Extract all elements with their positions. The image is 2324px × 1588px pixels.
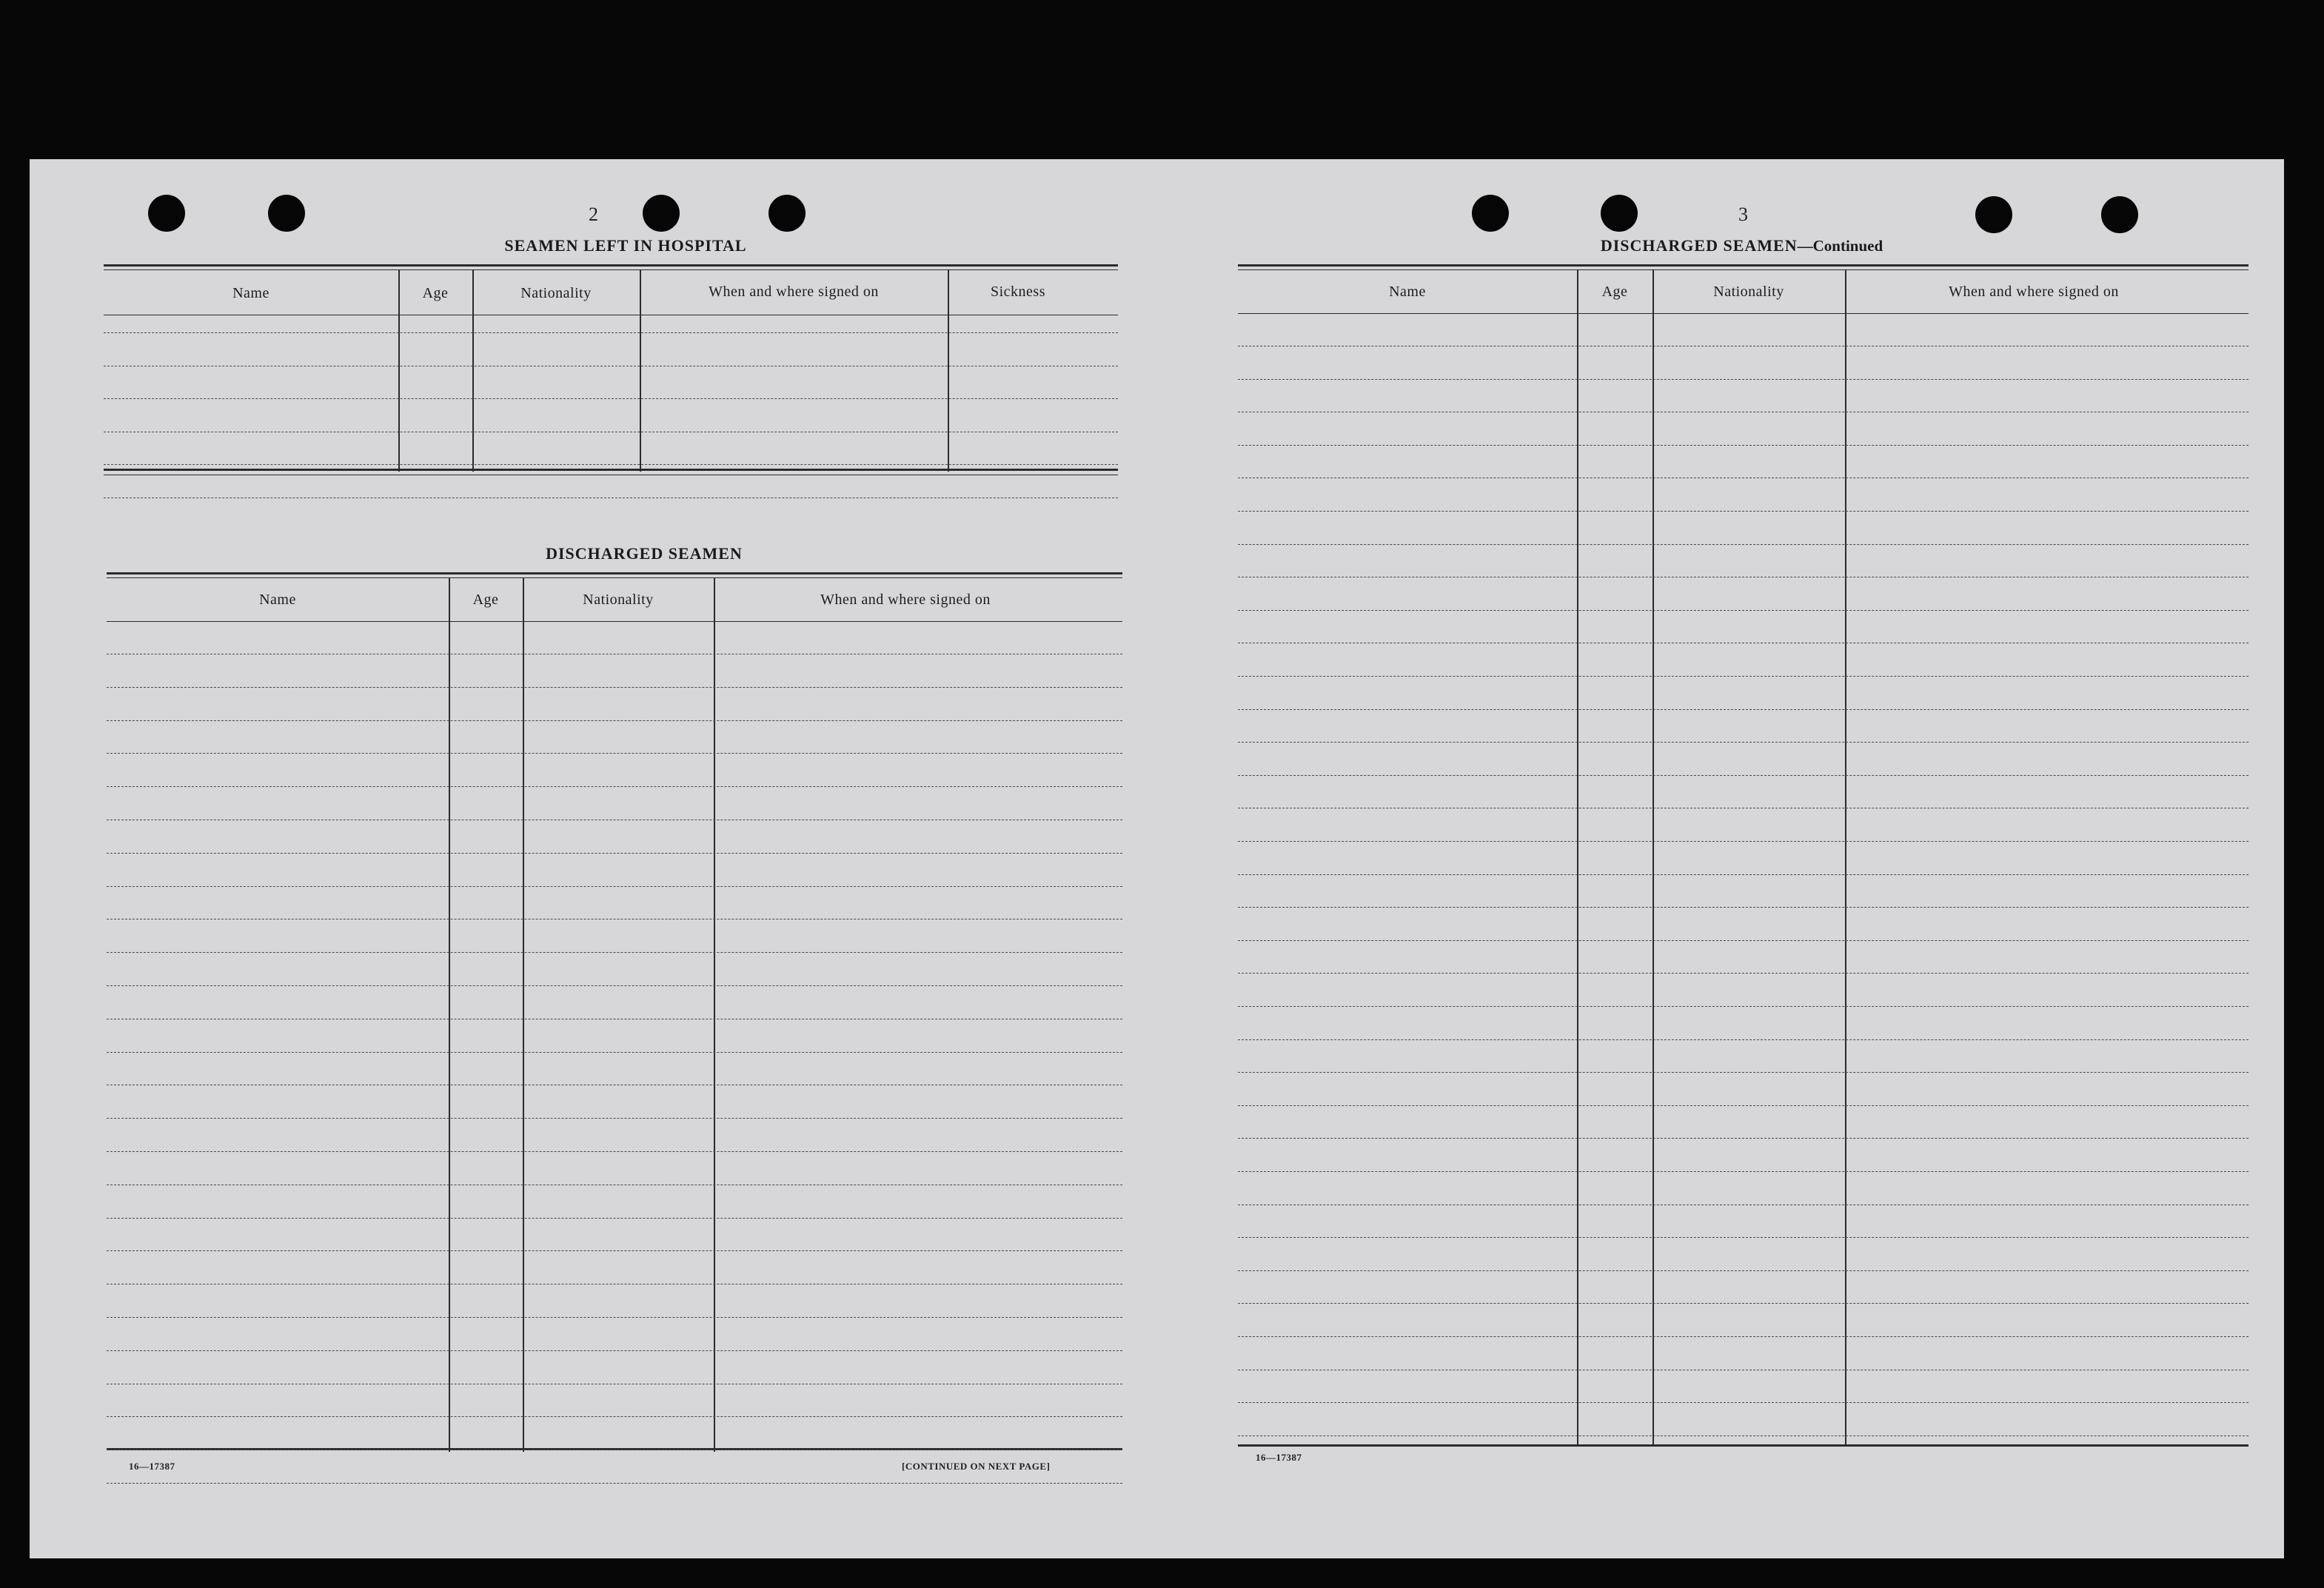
table-row: [1238, 1138, 2248, 1139]
col-header-age: Age: [472, 592, 499, 608]
col-header-when-where: When and where signed on: [1949, 284, 2119, 300]
table-row: [1238, 445, 2248, 446]
col-header-when-where: When and where signed on: [709, 284, 879, 300]
table-row: [107, 1118, 1122, 1119]
right-table-title-text: DISCHARGED SEAMEN: [1600, 236, 1798, 255]
punch-hole: [1975, 196, 2012, 233]
col-header-nationality: Nationality: [1713, 284, 1784, 300]
table-row: [107, 1250, 1122, 1251]
table-row: [104, 398, 1118, 399]
col-header-name: Name: [1389, 284, 1426, 300]
table-row: [107, 1416, 1122, 1417]
right-page-number: 3: [1738, 204, 1748, 225]
table-row: [107, 853, 1122, 854]
table-row: [1238, 544, 2248, 545]
table-row: [1238, 841, 2248, 842]
table-row: [1238, 610, 2248, 611]
table-row: [1238, 775, 2248, 776]
table-row: [1238, 1336, 2248, 1337]
col-header-nationality: Nationality: [583, 592, 654, 608]
table-row: [107, 1317, 1122, 1318]
table-row: [107, 687, 1122, 688]
punch-hole: [768, 195, 806, 232]
table-row: [107, 952, 1122, 953]
table-row: [107, 886, 1122, 887]
table-row: [1238, 1303, 2248, 1304]
col-header-name: Name: [232, 285, 269, 301]
table-row: [1238, 940, 2248, 941]
table-row: [1238, 1072, 2248, 1073]
punch-hole: [643, 195, 680, 232]
col-header-age: Age: [422, 285, 449, 301]
table-row: [1238, 1006, 2248, 1007]
continued-note: [CONTINUED ON NEXT PAGE]: [902, 1461, 1051, 1472]
table-row: [1238, 379, 2248, 380]
right-table-title-suffix: —Continued: [1797, 237, 1883, 255]
left-form-number: 16—17387: [129, 1461, 175, 1472]
table-row: [107, 1151, 1122, 1152]
punch-hole: [1472, 195, 1509, 232]
table-row: [1238, 1105, 2248, 1106]
table-row: [1238, 511, 2248, 512]
col-header-age: Age: [1601, 284, 1628, 300]
table-row: [1238, 1435, 2248, 1436]
table-row: [107, 1218, 1122, 1219]
table-row: [1238, 973, 2248, 974]
punch-hole: [148, 195, 185, 232]
col-header-nationality: Nationality: [520, 285, 592, 301]
hospital-table-title: SEAMEN LEFT IN HOSPITAL: [504, 236, 747, 255]
table-row: [1238, 1237, 2248, 1238]
left-page-number: 2: [589, 204, 598, 225]
table-row: [107, 1483, 1122, 1484]
table-row: [107, 1350, 1122, 1351]
table-row: [107, 985, 1122, 986]
col-header-name: Name: [259, 592, 296, 608]
col-header-sickness: Sickness: [991, 284, 1045, 300]
col-header-when-where: When and where signed on: [820, 592, 991, 608]
discharged-continued-table: [1238, 264, 2248, 1464]
punch-hole: [268, 195, 305, 232]
table-row: [1238, 709, 2248, 710]
table-row: [104, 332, 1118, 333]
table-row: [1238, 1402, 2248, 1403]
table-row: [1238, 907, 2248, 908]
table-row: [107, 720, 1122, 721]
table-row: [107, 753, 1122, 754]
right-form-number: 16—17387: [1256, 1452, 1302, 1463]
right-table-title: [1236, 236, 2247, 255]
document-sheet: [30, 159, 2284, 1558]
discharged-table: [107, 572, 1122, 1550]
punch-hole: [2101, 196, 2138, 233]
table-row: [107, 786, 1122, 787]
punch-hole: [1601, 195, 1638, 232]
table-row: [1238, 742, 2248, 743]
table-row: [107, 1052, 1122, 1053]
table-row: [1238, 1039, 2248, 1040]
table-row: [1238, 1270, 2248, 1271]
discharged-table-title: DISCHARGED SEAMEN: [546, 544, 743, 563]
table-row: [104, 497, 1118, 498]
table-row: [104, 464, 1118, 465]
table-row: [1238, 1171, 2248, 1172]
table-row: [1238, 676, 2248, 677]
table-row: [1238, 874, 2248, 875]
